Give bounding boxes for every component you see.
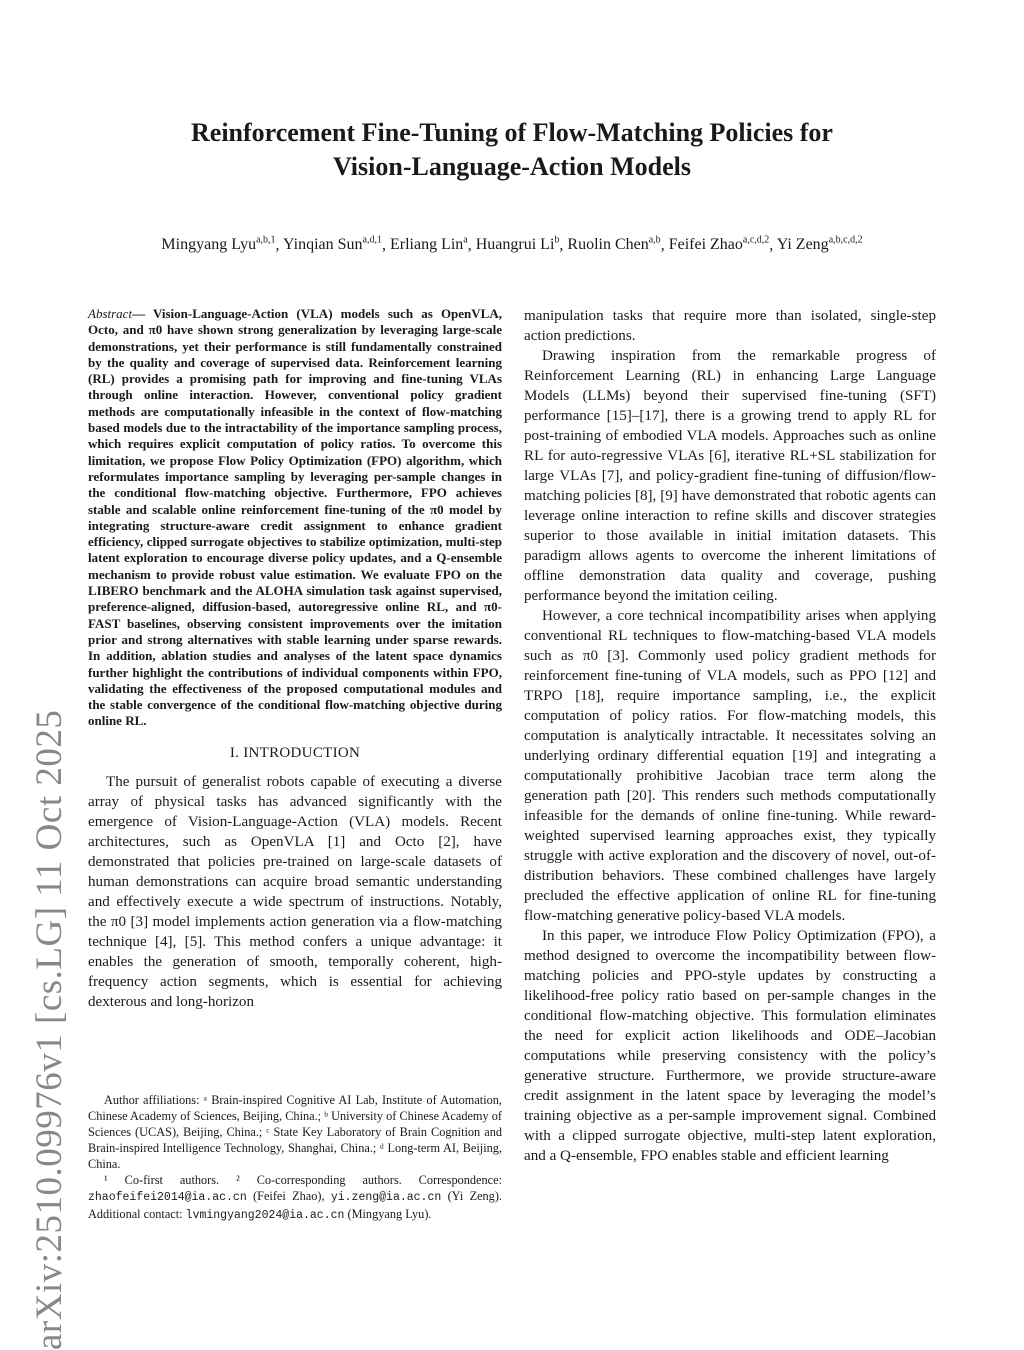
author: Erliang Lin$^a$: [389, 235, 468, 254]
body-paragraph: Drawing inspiration from the remarkable progress of Reinforcement Learning (RL) in enhancing Large Language Models (LLMs) beyond their supervised fine-tuning (SFT) performance [15]–[17], there is a growing trend to apply RL for post-training of embodied VLA models. Approaches such as online RL for auto-regressive VLAs [6], iterative RL+SL stabilization for large VLAs [7], and policy-gradient fine-tuning of diffusion/flow-matching policies [8], [9] have demonstrated that robotic agents can leverage online interaction to refine skills and discover strategies superior to those available in initial imitation datasets. This paradigm allows agents to overcome the inherent limitations of offline demonstration data quality and coverage, pushing performance beyond the imitation ceiling.: [524, 348, 936, 604]
title-line-1: Reinforcement Fine-Tuning of Flow-Matching Policies for: [191, 118, 833, 147]
abstract-label: Abstract: [88, 306, 133, 321]
email-link[interactable]: yi.zeng@ia.ac.cn: [330, 1191, 442, 1204]
right-column: [524, 306, 936, 1166]
author: Feifei Zhao$^{a,c,d,2}$: [668, 235, 770, 254]
footnote-correspondence: ¹ Co-first authors. ² Co-corresponding authors. Correspondence: zhaofeifei2014@ia.ac.cn (Feifei Zhao), yi.zeng@ia.ac.cn (Yi Zeng). Additional contact: lvmingyang2024@ia.ac.cn (Mingyang Lyu).: [88, 1173, 503, 1222]
body-paragraph: However, a core technical incompatibility arises when applying conventional RL techniques to flow-matching-based VLA models such as π0 [3]. Commonly used policy gradient methods for reinforcement fine-tuning of VLA models, such as PPO [12] and TRPO [18], require importance sampling, i.e., the explicit computation of policy ratios. For flow-matching models, this computation is analytically intractable. It necessitates solving an underlying ordinary differential equation [19] and integrating a computationally prohibitive Jacobian trace term along the generation path [20]. This renders such methods computationally infeasible for the demands of online fine-tuning. While reward-weighted supervised learning approaches exist, they typically struggle with active exploration and the discovery of novel, out-of-distribution behaviors. These combined challenges have largely precluded the effective application of online RL for fine-tuning flow-matching generative policy-based VLA models.: [524, 608, 936, 924]
author: Huangrui Li$^b$: [475, 235, 560, 254]
footnotes: [88, 1092, 502, 1224]
email-link[interactable]: zhaofeifei2014@ia.ac.cn: [88, 1191, 247, 1204]
author: Yinqian Sun$^{a,d,1}$: [282, 235, 382, 254]
arxiv-stamp: arXiv:2510.09976v1 [cs.LG] 11 Oct 2025: [29, 709, 70, 1350]
author: Mingyang Lyu$^{a,b,1}$: [161, 235, 276, 254]
body-paragraph: In this paper, we introduce Flow Policy Optimization (FPO), a method designed to overcome the incompatibility between flow-matching policies and PPO-style updates by constructing a likelihood-free policy ratio based on per-sample changes in the conditional flow-matching objective. This formulation eliminates the need for explicit action likelihoods and ODE–Jacobian computations while preserving consistency with the policy’s generative structure. Furthermore, we provide structure-aware credit assignment in the latent space by leveraging the model’s training objective as a per-sample improvement signal. Combined with a clipped surrogate objective, multi-step latent exploration, and a Q-ensemble, FPO enables stable and efficient learning: [524, 928, 936, 1164]
author-list: Mingyang Lyu$^{a,b,1}$, Yinqian Sun$^{a,d,1}$, Erliang Lin$^a$, Huangrui Li$^b$, Ruolin Chen$^{a,b}$, Feifei Zhao$^{a,c,d,2}$, Yi Zeng$^{a,b,c,d,2}$: [161, 235, 863, 254]
title-line-2: Vision-Language-Action Models: [333, 152, 691, 181]
author: Yi Zeng$^{a,b,c,d,2}$: [776, 235, 863, 254]
left-column: [88, 306, 502, 1012]
section-heading-introduction: I. INTRODUCTION: [229, 744, 361, 761]
body-paragraph: manipulation tasks that require more than isolated, single-step action predictions.: [524, 308, 936, 344]
arxiv-sidebar: [20, 709, 80, 1350]
abstract: [88, 306, 502, 730]
abstract-text: — Vision-Language-Action (VLA) models such as OpenVLA, Octo, and π0 have shown strong generalization by leveraging large-scale demonstrations, yet their performance is still fundamentally constrained by the quality and coverage of supervised data. Reinforcement learning (RL) provides a promising path for improving and fine-tuning VLAs through online interaction. However, conventional policy gradient methods are computationally infeasible in the context of flow-matching based models due to the intractability of the importance sampling process, which requires explicit computation of policy ratios. To overcome this limitation, we propose Flow Policy Optimization (FPO) algorithm, which reformulates importance sampling by leveraging per-sample changes in the conditional flow-matching objective. Furthermore, FPO achieves stable and scalable online reinforcement fine-tuning of the π0 model by integrating structure-aware credit assignment to enhance gradient efficiency, clipped surrogate objectives to stabilize optimization, multi-step latent exploration to encourage diverse policy updates, and a Q-ensemble mechanism to provide robust value estimation. We evaluate FPO on the LIBERO benchmark and the ALOHA simulation task against supervised, preference-aligned, diffusion-based, autoregressive online RL, and π0-FAST baselines, observing consistent improvements over the imitation prior and strong alternatives with stable learning under sparse rewards. In addition, ablation studies and analyses of the latent space dynamics further highlight the contributions of individual components within FPO, validating the effectiveness of the proposed computational modules and the stable convergence of the conditional flow-matching objective during online RL.: [88, 306, 502, 729]
email-link[interactable]: lvmingyang2024@ia.ac.cn: [185, 1209, 345, 1222]
paper-title: [0, 116, 1024, 184]
author: Ruolin Chen$^{a,b}$: [567, 235, 661, 254]
footnote-affiliations: Author affiliations: ᵃ Brain-inspired Cognitive AI Lab, Institute of Automation, Chinese Academy of Sciences, Beijing, China.; ᵇ University of Chinese Academy of Sciences (UCAS), Beijing, China.; ᶜ State Key Laboratory of Brain Cognition and Brain-inspired Intelligence Technology, Shanghai, China.; ᵈ Long-term AI, Beijing, China.: [88, 1093, 502, 1171]
intro-paragraph-1: The pursuit of generalist robots capable of executing a diverse array of physical tasks has advanced significantly with the emergence of Vision-Language-Action (VLA) models. Recent architectures, such as OpenVLA [1] and Octo [2], have demonstrated that policies pre-trained on large-scale datasets of human demonstrations can acquire broad semantic understanding and effectively execute a wide spectrum of instructions. Notably, the π0 [3] model implements action generation via a flow-matching technique [4], [5]. This method confers a unique advantage: it enables the generation of smooth, temporally coherent, high-frequency action segments, which is essential for achieving dexterous and long-horizon: [88, 773, 502, 1010]
